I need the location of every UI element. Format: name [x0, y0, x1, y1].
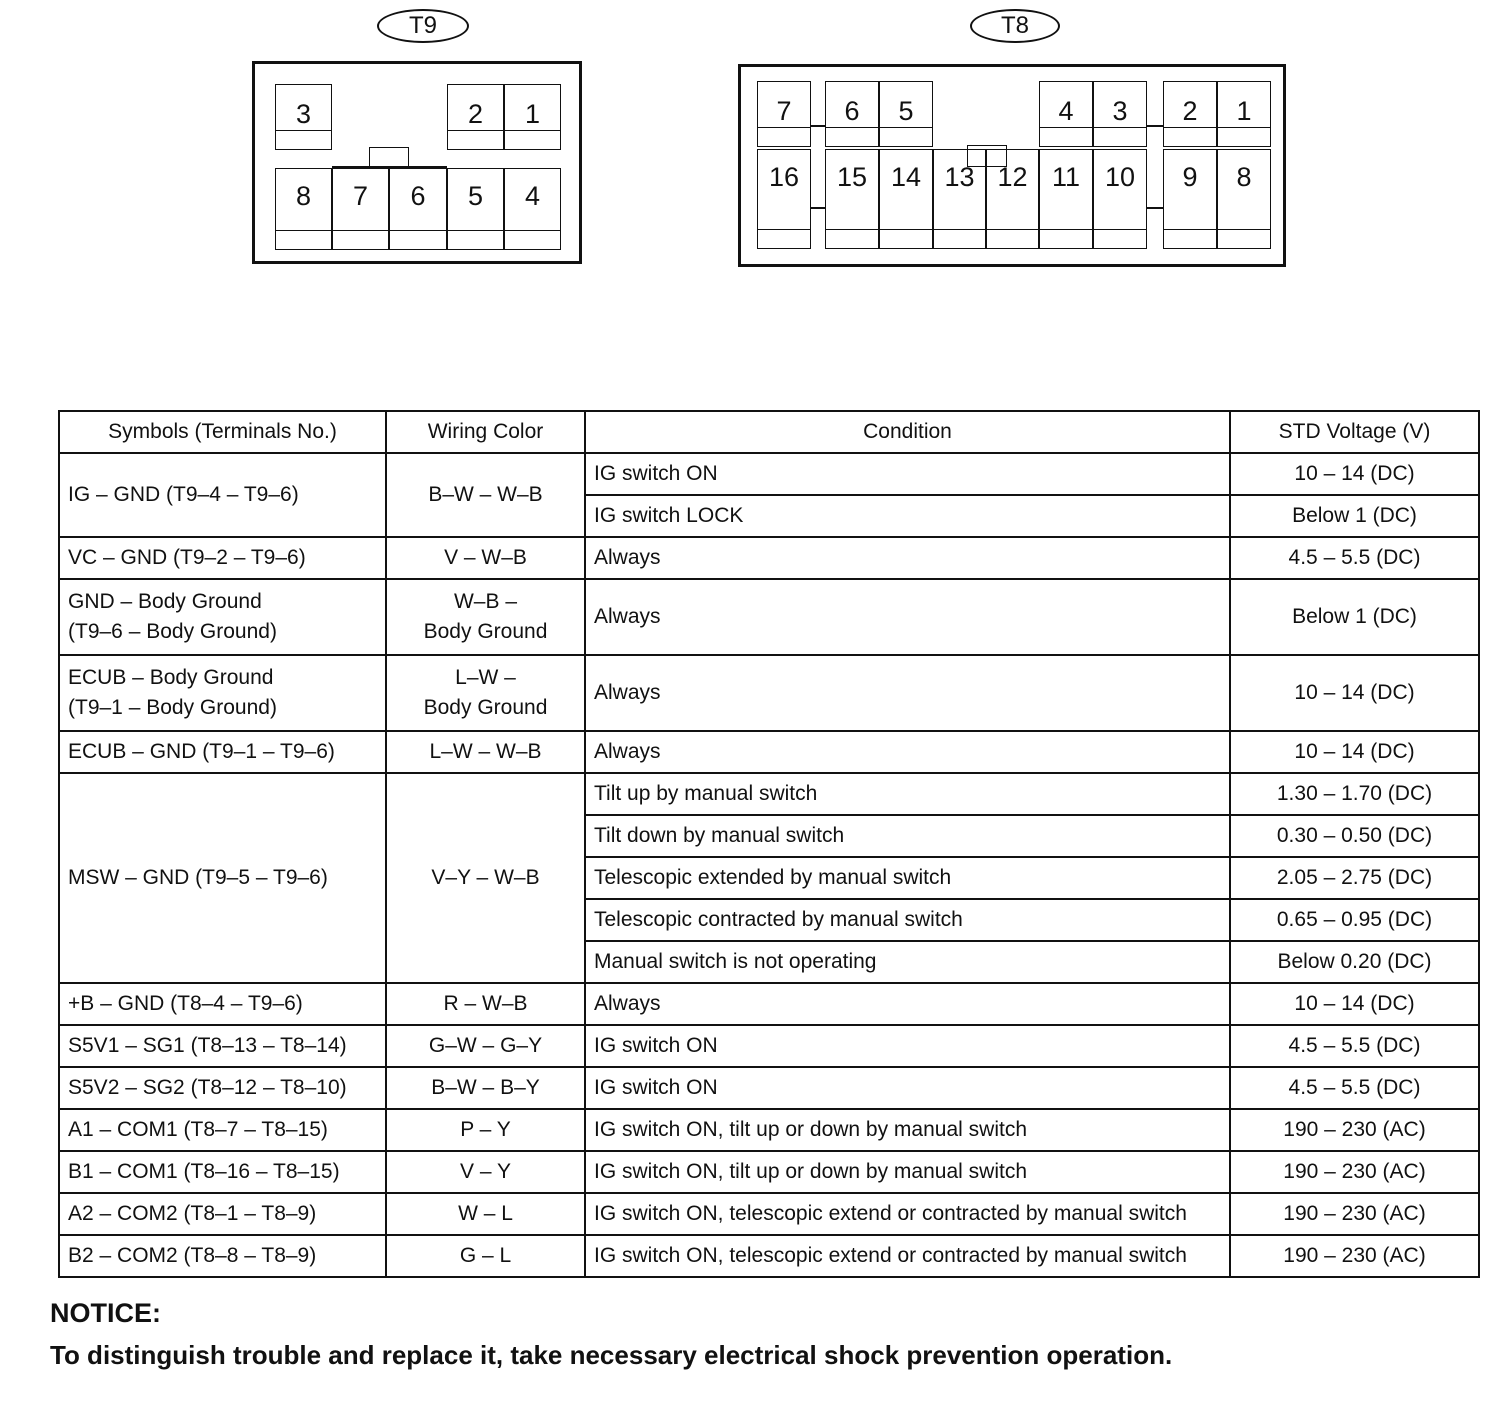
symbol-cell: [59, 453, 386, 537]
std-voltage-cell: 10 – 14 (DC): [1230, 731, 1479, 773]
t8-terminal: 9: [1163, 149, 1217, 249]
wiring-color-cell: [386, 731, 585, 773]
t8-terminal: 1: [1217, 81, 1271, 147]
wiring-color-text: V – W–B: [444, 545, 527, 569]
condition-cell: Always: [585, 537, 1230, 579]
t8-terminal: 15: [825, 149, 879, 249]
header-wiring-color: Wiring Color: [386, 411, 585, 453]
wiring-color-text: B–W – B–Y: [431, 1075, 540, 1099]
t8-terminal: 12: [986, 149, 1039, 249]
wiring-color-cell: [386, 1193, 585, 1235]
std-voltage-cell: 1.30 – 1.70 (DC): [1230, 773, 1479, 815]
condition-cell: Telescopic extended by manual switch: [585, 857, 1230, 899]
table-row: [59, 579, 1479, 655]
std-voltage-cell: 4.5 – 5.5 (DC): [1230, 1025, 1479, 1067]
t8-terminal: 8: [1217, 149, 1271, 249]
wiring-color-text: P – Y: [460, 1117, 511, 1141]
wiring-color-text: Body Ground: [423, 620, 548, 643]
table-row: [59, 1067, 1479, 1109]
wiring-color-text: V–Y – W–B: [431, 865, 540, 889]
symbol-text: ECUB – GND (T9–1 – T9–6): [68, 739, 335, 763]
wiring-color-text: G–W – G–Y: [428, 1033, 543, 1057]
condition-cell: IG switch LOCK: [585, 495, 1230, 537]
symbol-text: GND – Body Ground: [68, 589, 262, 613]
symbol-text: B1 – COM1 (T8–16 – T8–15): [68, 1159, 340, 1183]
t9-terminal: 5: [447, 168, 504, 250]
wiring-color-text: L–W – W–B: [429, 739, 542, 763]
symbol-cell: [59, 1067, 386, 1109]
t8-terminal: 13: [933, 149, 986, 249]
table-row: [59, 655, 1479, 731]
symbol-cell: [59, 983, 386, 1025]
wiring-color-cell: [386, 1151, 585, 1193]
wiring-color-text: G – L: [459, 1243, 512, 1267]
symbol-text: VC – GND (T9–2 – T9–6): [68, 545, 306, 569]
symbol-cell: [59, 773, 386, 983]
t9-terminal: 7: [332, 168, 389, 250]
std-voltage-cell: 190 – 230 (AC): [1230, 1109, 1479, 1151]
wiring-color-text: L–W –: [455, 665, 516, 689]
condition-cell: Tilt down by manual switch: [585, 815, 1230, 857]
condition-cell: Tilt up by manual switch: [585, 773, 1230, 815]
std-voltage-cell: 10 – 14 (DC): [1230, 983, 1479, 1025]
t8-terminal: 6: [825, 81, 879, 147]
symbol-cell: [59, 1193, 386, 1235]
symbol-cell: [59, 1151, 386, 1193]
t8-connector-label: T8: [970, 9, 1060, 43]
table-row: [59, 1151, 1479, 1193]
std-voltage-cell: 10 – 14 (DC): [1230, 453, 1479, 495]
std-voltage-cell: 0.65 – 0.95 (DC): [1230, 899, 1479, 941]
symbol-text: S5V1 – SG1 (T8–13 – T8–14): [68, 1033, 347, 1057]
table-row: [59, 1025, 1479, 1067]
condition-cell: Manual switch is not operating: [585, 941, 1230, 983]
t8-terminal: 5: [879, 81, 933, 147]
symbol-cell: [59, 731, 386, 773]
wiring-color-text: Body Ground: [423, 696, 548, 719]
wiring-color-cell: [386, 1235, 585, 1277]
symbol-cell: [59, 537, 386, 579]
symbol-cell: [59, 655, 386, 731]
symbol-text: A1 – COM1 (T8–7 – T8–15): [68, 1117, 328, 1141]
std-voltage-cell: Below 1 (DC): [1230, 579, 1479, 655]
wiring-color-text: B–W – W–B: [428, 482, 543, 506]
std-voltage-cell: 10 – 14 (DC): [1230, 655, 1479, 731]
t9-terminal: 4: [504, 168, 561, 250]
symbol-cell: [59, 1235, 386, 1277]
t9-terminal: 3: [275, 84, 332, 150]
t9-connector-diagram: [252, 61, 582, 264]
t8-terminal: 11: [1039, 149, 1093, 249]
std-voltage-cell: 190 – 230 (AC): [1230, 1193, 1479, 1235]
t8-terminal: 14: [879, 149, 933, 249]
table-row: [59, 773, 1479, 815]
symbol-cell: [59, 1109, 386, 1151]
wiring-color-text: V – Y: [460, 1159, 511, 1183]
terminal-voltage-table: [58, 410, 1480, 1278]
table-row: [59, 1109, 1479, 1151]
std-voltage-cell: 2.05 – 2.75 (DC): [1230, 857, 1479, 899]
t9-connector-label: T9: [377, 9, 469, 43]
t8-terminal: 2: [1163, 81, 1217, 147]
symbol-cell: [59, 579, 386, 655]
std-voltage-cell: 0.30 – 0.50 (DC): [1230, 815, 1479, 857]
t8-connector-diagram: [738, 64, 1286, 267]
condition-cell: IG switch ON, tilt up or down by manual switch: [585, 1109, 1230, 1151]
symbol-text: S5V2 – SG2 (T8–12 – T8–10): [68, 1075, 347, 1099]
std-voltage-cell: 4.5 – 5.5 (DC): [1230, 1067, 1479, 1109]
condition-cell: IG switch ON, telescopic extend or contracted by manual switch: [585, 1193, 1230, 1235]
wiring-color-text: W – L: [458, 1201, 513, 1225]
condition-cell: Always: [585, 655, 1230, 731]
wiring-color-cell: [386, 1109, 585, 1151]
t9-terminal: 1: [504, 84, 561, 150]
wiring-color-cell: [386, 453, 585, 537]
std-voltage-cell: 190 – 230 (AC): [1230, 1151, 1479, 1193]
wiring-color-cell: [386, 579, 585, 655]
wiring-color-cell: [386, 537, 585, 579]
t8-terminal: 7: [757, 81, 811, 147]
condition-cell: Telescopic contracted by manual switch: [585, 899, 1230, 941]
symbol-text: (T9–1 – Body Ground): [68, 696, 277, 719]
condition-cell: IG switch ON, telescopic extend or contracted by manual switch: [585, 1235, 1230, 1277]
t8-terminal: 10: [1093, 149, 1147, 249]
symbol-cell: [59, 1025, 386, 1067]
table-row: [59, 453, 1479, 495]
table-body: [59, 453, 1479, 1277]
wiring-color-cell: [386, 1025, 585, 1067]
symbol-text: B2 – COM2 (T8–8 – T8–9): [68, 1243, 317, 1267]
condition-cell: IG switch ON: [585, 453, 1230, 495]
table-row: [59, 537, 1479, 579]
wiring-color-cell: [386, 773, 585, 983]
wiring-color-text: W–B –: [453, 589, 518, 613]
table-row: [59, 731, 1479, 773]
header-symbols: Symbols (Terminals No.): [59, 411, 386, 453]
header-condition: Condition: [585, 411, 1230, 453]
wiring-color-cell: [386, 983, 585, 1025]
symbol-text: (T9–6 – Body Ground): [68, 620, 277, 643]
condition-cell: IG switch ON, tilt up or down by manual switch: [585, 1151, 1230, 1193]
t8-terminal: 4: [1039, 81, 1093, 147]
std-voltage-cell: Below 0.20 (DC): [1230, 941, 1479, 983]
symbol-text: MSW – GND (T9–5 – T9–6): [68, 865, 328, 889]
symbol-text: IG – GND (T9–4 – T9–6): [68, 482, 299, 506]
symbol-text: A2 – COM2 (T8–1 – T8–9): [68, 1201, 317, 1225]
wiring-color-text: R – W–B: [443, 991, 528, 1015]
condition-cell: IG switch ON: [585, 1025, 1230, 1067]
table-header-row: [59, 411, 1479, 453]
symbol-text: +B – GND (T8–4 – T9–6): [68, 991, 303, 1015]
table-row: [59, 1193, 1479, 1235]
std-voltage-cell: 4.5 – 5.5 (DC): [1230, 537, 1479, 579]
header-std-voltage: STD Voltage (V): [1230, 411, 1479, 453]
condition-cell: Always: [585, 579, 1230, 655]
table-row: [59, 1235, 1479, 1277]
t9-terminal: 6: [389, 168, 447, 250]
std-voltage-cell: 190 – 230 (AC): [1230, 1235, 1479, 1277]
condition-cell: IG switch ON: [585, 1067, 1230, 1109]
notice-title: NOTICE:: [50, 1298, 161, 1328]
wiring-color-cell: [386, 655, 585, 731]
t8-terminal: 3: [1093, 81, 1147, 147]
t9-terminal: 2: [447, 84, 504, 150]
condition-cell: Always: [585, 983, 1230, 1025]
t9-terminal: 8: [275, 168, 332, 250]
std-voltage-cell: Below 1 (DC): [1230, 495, 1479, 537]
notice-text: To distinguish trouble and replace it, take necessary electrical shock prevention operation.: [50, 1340, 1173, 1370]
wiring-color-cell: [386, 1067, 585, 1109]
t8-terminal: 16: [757, 149, 811, 249]
condition-cell: Always: [585, 731, 1230, 773]
symbol-text: ECUB – Body Ground: [68, 665, 274, 689]
table-row: [59, 983, 1479, 1025]
